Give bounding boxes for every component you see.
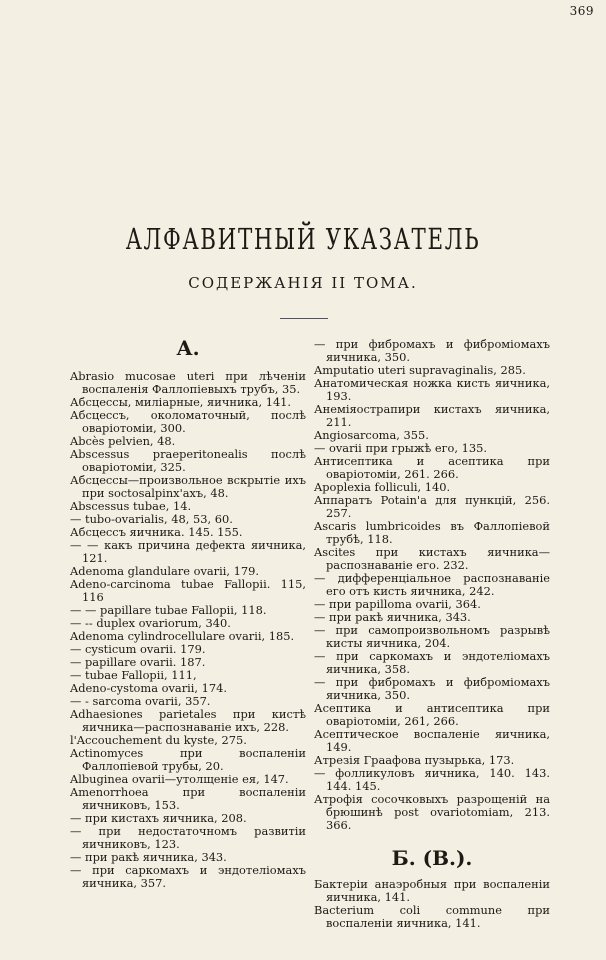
index-entry: — - sarcoma ovarii, 357. xyxy=(70,694,211,708)
index-entry: Аппаратъ Potain'a для пункцій, 256. 257. xyxy=(314,493,550,520)
right-column xyxy=(314,338,550,930)
index-entry: — фолликуловъ яичника, 140. 143. 144. 145. xyxy=(314,766,550,793)
section-letter-a: А. xyxy=(176,336,200,360)
index-entry: — cysticum ovarii. 179. xyxy=(70,642,206,656)
index-entry: — дифференціальное распознаваніе его отъ кисть яичника, 242. xyxy=(314,571,550,598)
section-letter-b: Б. (В.). xyxy=(391,846,473,870)
index-entry: Асептика и антисептика при оваріотоміи, 261, 266. xyxy=(314,701,550,728)
index-entry: Adhaesiones parietales при кистѣ яичника—распознаваніе ихъ, 228. xyxy=(70,707,306,734)
index-entry: Антисептика и асептика при оваріотоміи, 261. 266. xyxy=(314,454,550,481)
index-entry: — -- duplex ovariorum, 340. xyxy=(70,616,231,630)
index-entry: — при papilloma ovarii, 364. xyxy=(314,597,481,611)
index-entry: Adenoma glandulare ovarii, 179. xyxy=(70,564,260,578)
index-entry: Ascites при кистахъ яичника—распознаваніе его. 232. xyxy=(314,545,550,572)
index-entry: — при фибромахъ и фиброміомахъ яичника, 350. xyxy=(314,675,550,702)
index-entry: Albuginea ovarii—утолщеніе ея, 147. xyxy=(70,772,289,786)
index-entry: Асептическое воспаленіе яичника, 149. xyxy=(314,727,550,754)
index-entry: — при саркомахъ и эндотеліомахъ яичника, 358. xyxy=(314,649,550,676)
index-entry: Adeno-cystoma ovarii, 174. xyxy=(70,681,228,695)
index-entry: Бактеріи анаэробныя при воспаленіи яичника, 141. xyxy=(314,877,550,904)
title-divider xyxy=(280,318,328,319)
right-entry-list xyxy=(314,338,550,832)
index-entry: Атрофія сосочковыхъ разрощеній на брюшинѣ post ovariotomiam, 213. 366. xyxy=(314,792,550,832)
index-entry: Amenorrhoea при воспаленіи яичниковъ, 153. xyxy=(70,785,306,812)
index-entry: Абсцессы—произвольное вскрытіе ихъ при soctosalpinx'ахъ, 48. xyxy=(70,473,306,500)
index-entry: l'Accouchement du kyste, 275. xyxy=(70,733,247,747)
index-entry: Абсцессъ, околоматочный, послѣ оваріотоміи, 300. xyxy=(70,408,306,435)
page-number: 369 xyxy=(569,4,594,18)
index-entry: Abrasio mucosae uteri при лѣченіи воспаленія Фаллопіевыхъ трубъ, 35. xyxy=(70,369,306,396)
page-subtitle: СОДЕРЖАНІЯ II ТОМА. xyxy=(188,274,418,292)
index-entry: — при ракѣ яичника, 343. xyxy=(314,610,471,624)
left-entry-list xyxy=(70,370,306,890)
index-entry: — — papillare tubae Fallopii, 118. xyxy=(70,603,267,617)
index-entry: Абсцессъ яичника. 145. 155. xyxy=(70,525,243,539)
index-entry: — tubo-ovarialis, 48, 53, 60. xyxy=(70,512,233,526)
index-entry: — — какъ причина дефекта яичника, 121. xyxy=(70,538,306,565)
index-entry: Абсцессы, миліарные, яичника, 141. xyxy=(70,395,292,409)
index-entry: Атрезія Граафова пузырька, 173. xyxy=(314,753,515,767)
index-entry: Adenoma cylindrocellulare ovarii, 185. xyxy=(70,629,295,643)
index-entry: — при недостаточномъ развитіи яичниковъ, 123. xyxy=(70,824,306,851)
index-entry: Bacterium coli commune при воспаленіи яичника, 141. xyxy=(314,903,550,930)
index-entry: Анатомическая ножка кисть яичника, 193. xyxy=(314,376,550,403)
index-entry: Apoplexia folliculi, 140. xyxy=(314,480,451,494)
index-entry: — при фибромахъ и фиброміомахъ яичника, 350. xyxy=(314,337,550,364)
index-entry: Amputatio uteri supravaginalis, 285. xyxy=(314,363,526,377)
index-entry: Abscessus praeperitonealis послѣ оваріотоміи, 325. xyxy=(70,447,306,474)
index-entry: — papillare ovarii. 187. xyxy=(70,655,206,669)
index-entry: — при самопроизвольномъ разрывѣ кисты яичника, 204. xyxy=(314,623,550,650)
index-entry: — при кистахъ яичника, 208. xyxy=(70,811,247,825)
index-entry: Ascaris lumbricoides въ Фаллопіевой трубѣ, 118. xyxy=(314,519,550,546)
index-entry: — при саркомахъ и эндотеліомахъ яичника, 357. xyxy=(70,863,306,890)
index-entry: — при ракѣ яичника, 343. xyxy=(70,850,227,864)
index-entry: Adeno-carcinoma tubae Fallopii. 115, 116 xyxy=(70,577,306,604)
index-entry: Abcès pelvien, 48. xyxy=(70,434,176,448)
index-entry: — ovarii при грыжѣ его, 135. xyxy=(314,441,488,455)
index-entry: — tubae Fallopii, 111, xyxy=(70,668,197,682)
page-title: АЛФАВИТНЫЙ УКАЗАТЕЛЬ xyxy=(125,222,481,256)
index-entry: Actinomyces при воспаленіи Фаллопіевой трубы, 20. xyxy=(70,746,306,773)
index-entry: Анеміяострапири кистахъ яичника, 211. xyxy=(314,402,550,429)
left-column xyxy=(70,336,306,890)
index-entry: Abscessus tubae, 14. xyxy=(70,499,192,513)
index-entry: Angiosarcoma, 355. xyxy=(314,428,429,442)
b-entry-list xyxy=(314,878,550,930)
